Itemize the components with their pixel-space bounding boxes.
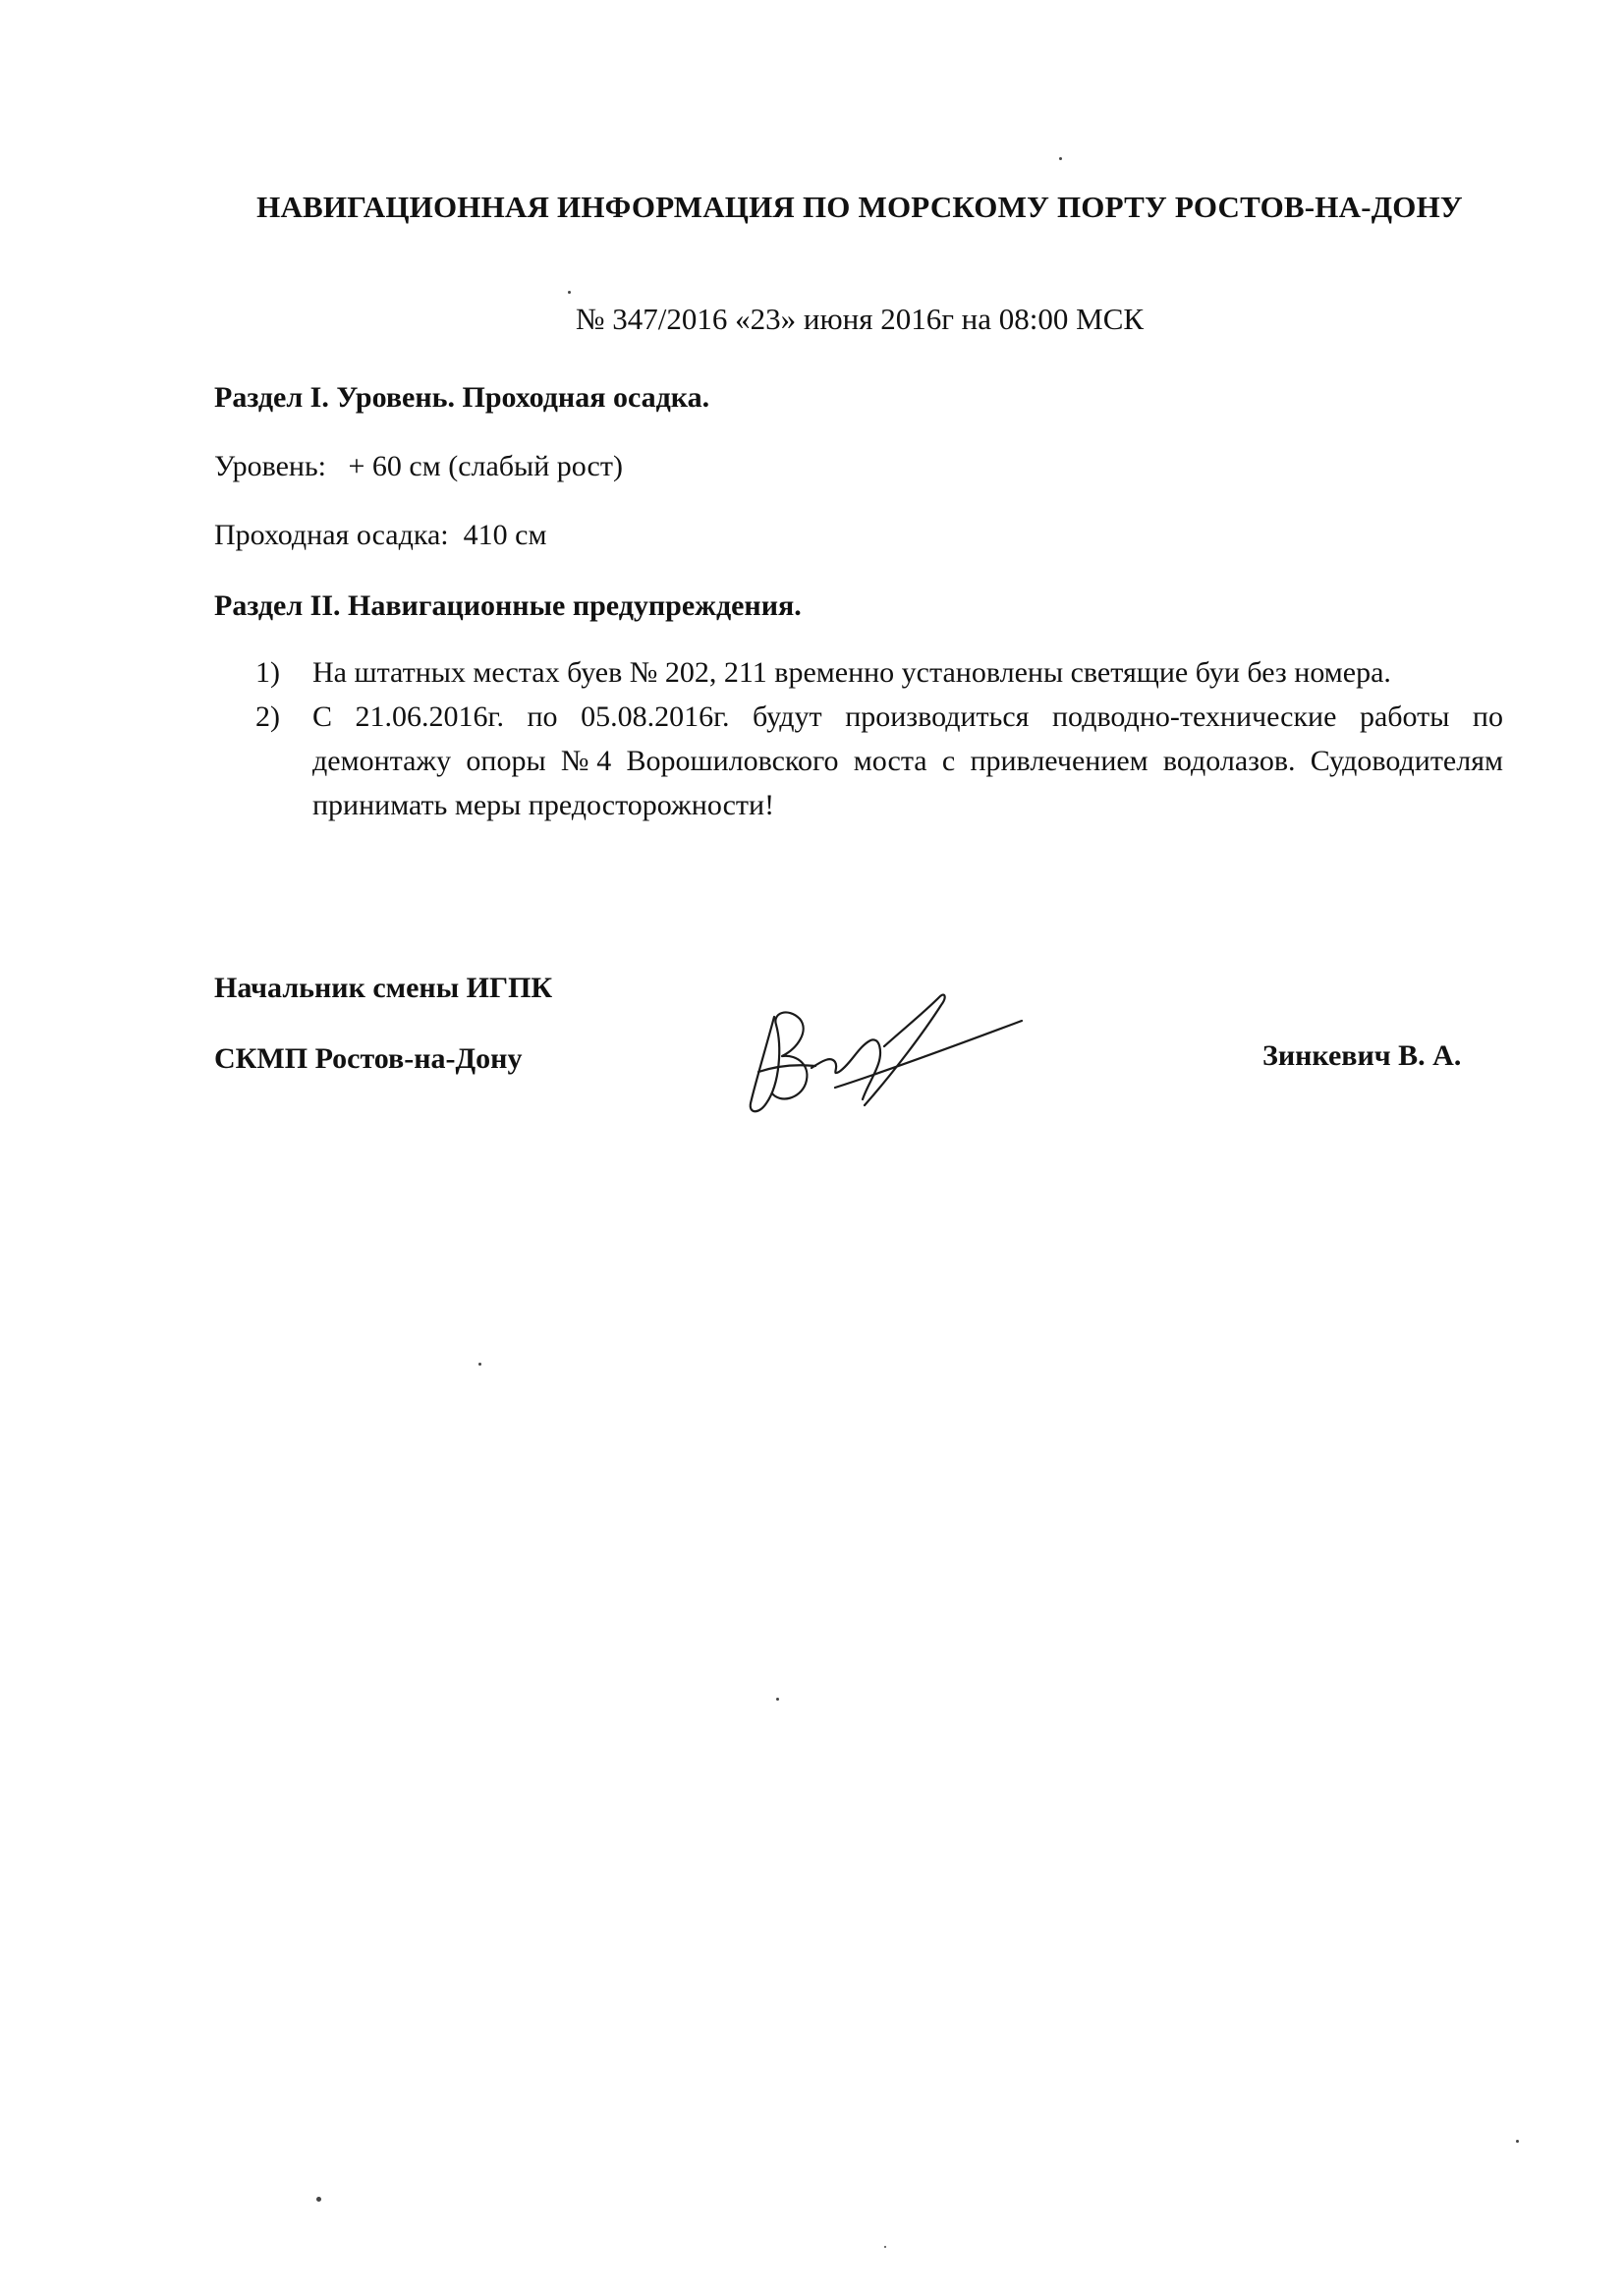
warning-text: На штатных местах буев № 202, 211 временно установлены светящие буи без номера. xyxy=(312,656,1391,689)
scan-speck xyxy=(478,1363,481,1366)
document-number-line: № 347/2016 «23» июня 2016г на 08:00 МСК xyxy=(575,302,1145,336)
scan-speck xyxy=(568,291,571,294)
scan-speck xyxy=(1516,2140,1519,2143)
level-value: + 60 см (слабый рост) xyxy=(348,450,623,482)
scan-speck xyxy=(884,2246,886,2248)
warning-number: 1) xyxy=(255,656,280,689)
warning-text: С 21.06.2016г. по 05.08.2016г. будут производиться подводно-технические работы по демонтажу опоры №4 Ворошиловского моста с привлечением водолазов. Судоводителям принимать меры предосторожности! xyxy=(312,700,1503,821)
handwritten-signature xyxy=(737,978,1032,1125)
warning-number: 2) xyxy=(255,700,280,733)
draft-value: 410 см xyxy=(463,519,547,551)
warnings-list xyxy=(255,650,1503,827)
level-row xyxy=(214,447,623,486)
scan-speck xyxy=(316,2197,321,2202)
draft-row xyxy=(214,516,546,555)
section-2-heading: Раздел II. Навигационные предупреждения. xyxy=(214,589,802,622)
document-title: НАВИГАЦИОННАЯ ИНФОРМАЦИЯ ПО МОРСКОМУ ПОРТУ РОСТОВ-НА-ДОНУ xyxy=(256,190,1463,224)
section-1-heading: Раздел I. Уровень. Проходная осадка. xyxy=(214,381,710,414)
signer-name: Зинкевич В. А. xyxy=(1262,1039,1462,1072)
level-label: Уровень: xyxy=(214,450,326,482)
draft-label: Проходная осадка: xyxy=(214,519,449,551)
signer-position-line-2: СКМП Ростов-на-Дону xyxy=(214,1042,523,1075)
warning-item-2 xyxy=(255,695,1503,827)
scan-speck xyxy=(1059,157,1062,160)
scan-speck xyxy=(776,1698,779,1701)
signer-position-line-1: Начальник смены ИГПК xyxy=(214,972,553,1004)
warning-item-1 xyxy=(255,650,1503,695)
